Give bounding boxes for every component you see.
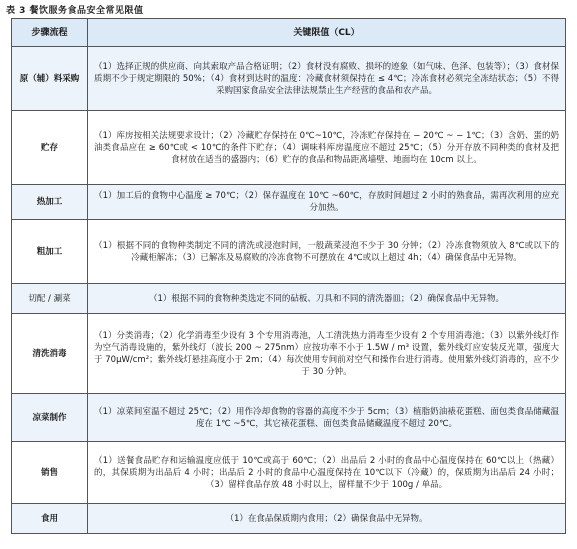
row-critical-limit: （1）根据不同的食物种类选定不同的砧板、刀具和不同的清洗器皿；（2）确保食品中无异物。 (88, 284, 566, 314)
row-critical-limit: （1）凉菜间室温不超过 25℃；（2）用作冷却食物的容器的高度不少于 5cm；（3）植脂奶油裱花蛋糕、面包类食品储藏温度在 1℃ ~5℃，其它裱花蛋糕、面包类食品储藏温度不超过 20℃。 (88, 394, 566, 442)
row-critical-limit: （1）送餐食品贮存和运输温度应低于 10℃或高于 60℃；（2）出品后 2 小时的食品中心温度保持在 60℃以上（热藏）的，其保质期为出品后 4 小时；出品后 2 小时的食品中心温度保持在 10℃以下（冷藏）的，保质期为出品后 24 小时；（3）留样食品存放 48 小时以上，留样量不少于 100g / 单品。 (88, 442, 566, 504)
row-step-label: 贮存 (12, 111, 88, 185)
row-critical-limit: （1）分类消毒；（2）化学消毒至少设有 3 个专用消毒池，人工清洗热力消毒至少设有 2 个专用消毒池；（3）以紫外线灯作为空气消毒设施的，紫外线灯（波长 200 ~ 275nm）应按功率不小于 1.5W / m³ 设置，紫外线灯应安装反光罩，强度大于 70μW/cm²；紫外线灯悬挂高度小于 2m；（4）每次使用专间前对空气和操作台进行消毒。使用紫外线灯消毒的，应不少于 30 分钟。 (88, 314, 566, 394)
row-step-label: 销售 (12, 442, 88, 504)
row-critical-limit: （1）加工后的食物中心温度 ≥ 70℃；（2）保存温度在 10℃ ~60℃，存放时间超过 2 小时的熟食品，需再次利用的应充分加热。 (88, 185, 566, 220)
row-step-label: 凉菜制作 (12, 394, 88, 442)
header-step: 步骤流程 (12, 19, 88, 47)
table-row (12, 504, 566, 534)
critical-limits-table (11, 18, 566, 534)
table-row (12, 185, 566, 220)
table-row (12, 111, 566, 185)
row-step-label: 粗加工 (12, 220, 88, 284)
table-header-row (12, 19, 566, 47)
table-row (12, 284, 566, 314)
row-step-label: 食用 (12, 504, 88, 534)
row-critical-limit: （1）库房按相关法规要求设计；（2）冷藏贮存保持在 0℃~10℃，冷冻贮存保持在 − 20℃ ~ − 1℃；（3）含奶、蛋的奶油类食品应在 ≥ 60℃或 < 10℃的条件下贮存；（4）调味料库房温度应不超过 25℃；（5）分开存放不同种类的食材及把食材放在适当的盛器内；（6）贮存的食品和物品距离墙壁、地面均在 10cm 以上。 (88, 111, 566, 185)
row-critical-limit: （1）选择正规的供应商、向其索取产品合格证明；（2）食材没有腐败、损坏的迹象（如气味、色泽、包装等）；（3）食材保质期不少于规定期限的 50%；（4）食材到达时的温度：冷藏食材须保持在 ≤ 4℃；冷冻食材必须完全冻结状态；（5）不得采购国家食品安全法律法规禁止生产经营的食品和农产品。 (88, 47, 566, 111)
table-row (12, 442, 566, 504)
row-step-label: 切配 / 涮菜 (12, 284, 88, 314)
row-critical-limit: （1）根据不同的食物种类制定不同的清洗或浸泡时间，一般蔬菜浸泡不少于 30 分钟；（2）冷冻食物须放入 8℃或以下的冷藏柜解冻；（3）已解冻及易腐败的冷冻食物不可摆放在 4℃或以上超过 4h；（4）确保食品中无异物。 (88, 220, 566, 284)
table-caption: 表 3 餐饮服务食品安全常见限值 (6, 6, 144, 16)
table-row (12, 314, 566, 394)
table-row (12, 47, 566, 111)
row-step-label: 热加工 (12, 185, 88, 220)
header-critical-limit: 关键限值（CL） (88, 19, 566, 47)
table-row (12, 220, 566, 284)
row-step-label: 原（辅）料采购 (12, 47, 88, 111)
table-row (12, 394, 566, 442)
row-critical-limit: （1）在食品保质期内食用；（2）确保食品中无异物。 (88, 504, 566, 534)
row-step-label: 清洗消毒 (12, 314, 88, 394)
